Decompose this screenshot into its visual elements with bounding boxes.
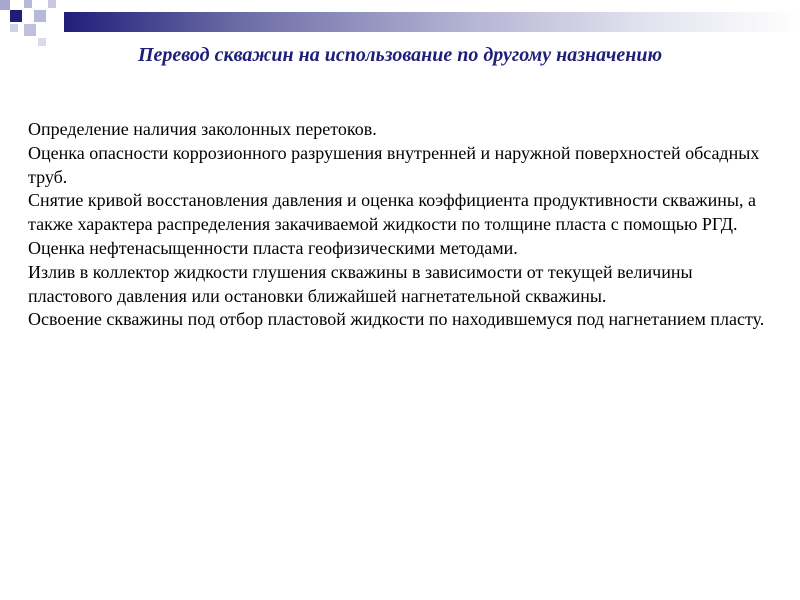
body-paragraph: Определение наличия заколонных перетоков. (28, 119, 377, 139)
body-paragraph: Оценка нефтенасыщенности пласта геофизическими методами. (28, 237, 518, 258)
decorative-square (24, 0, 32, 8)
body-paragraph: Излив в коллектор жидкости глушения скважины в зависимости от текущей величины пластового давления или остановки ближайшей нагнетательной скважины. (28, 261, 693, 306)
decorative-square (10, 24, 18, 32)
header-gradient-band (64, 12, 800, 32)
body-paragraph: Освоение скважины под отбор пластовой жидкости по находившемуся под нагнетанием пласту. (28, 309, 765, 330)
slide-title: Перевод скважин на использование по другому назначению (137, 44, 663, 66)
body-paragraph: Оценка опасности коррозионного разрушения внутренней и наружной поверхностей обсадных труб. (28, 142, 760, 187)
decorative-square (48, 0, 56, 8)
slide-body (28, 118, 770, 332)
decorative-square (0, 0, 10, 10)
body-paragraph: Снятие кривой восстановления давления и оценка коэффициента продуктивности скважины, а также характера распределения закачиваемой жидкости по толщине пласта с помощью РГД. (28, 190, 756, 235)
decorative-square (10, 10, 22, 22)
decorative-squares (0, 0, 62, 50)
decorative-square (24, 24, 36, 36)
decorative-square (34, 10, 46, 22)
